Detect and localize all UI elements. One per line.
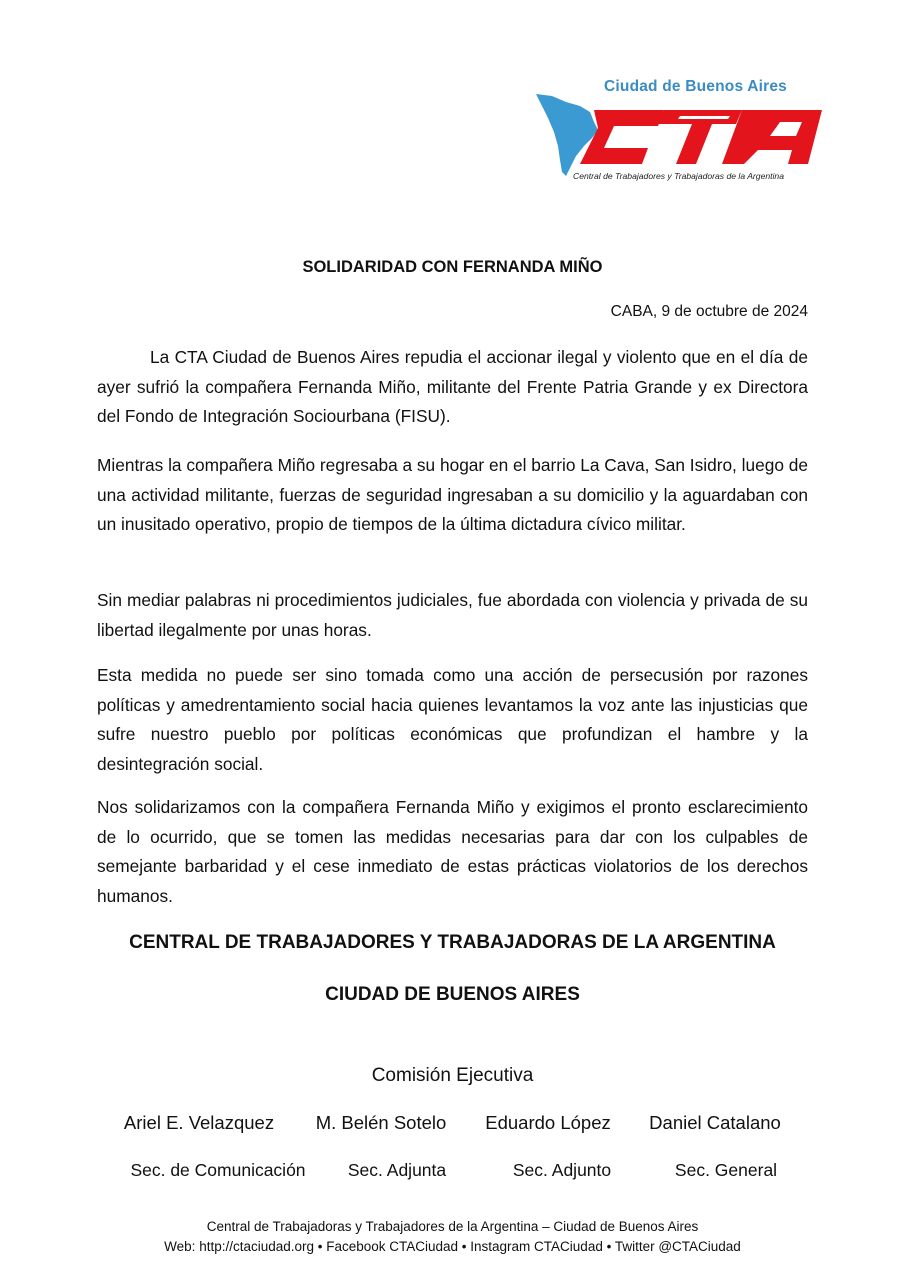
paragraph-2: Mientras la compañera Miño regresaba a su hogar en el barrio La Cava, San Isidro, luego de una actividad militante, fuerzas de seguridad ingresaban a su domicilio y la aguardaban con un inusitado operativo, propio de tiempos de la última dictadura cívico militar. [97, 455, 808, 535]
cta-t-highlight [678, 116, 730, 119]
paragraph-1: La CTA Ciudad de Buenos Aires repudia el accionar ilegal y violento que en el día de ayer sufrió la compañera Fernanda Miño, militante del Frente Patria Grande y ex Directora del Fondo de Integración Sociourbana (FISU). [97, 347, 808, 427]
footer-links: Web: http://ctaciudad.org • Facebook CTACiudad • Instagram CTACiudad • Twitter @CTACiudad [164, 1239, 741, 1254]
paragraph-4: Esta medida no puede ser sino tomada como una acción de persecusión por razones políticas y amedrentamiento social hacia quienes levantamos la voz ante las injusticias que sufre nuestro pueblo por políticas económicas que profundizan el hambre y la desintegración social. [97, 665, 808, 775]
logo-city-text: Ciudad de Buenos Aires [604, 78, 787, 95]
document-date: CABA, 9 de octubre de 2024 [610, 303, 808, 320]
footer-org: Central de Trabajadoras y Trabajadores de la Argentina – Ciudad de Buenos Aires [206, 1219, 699, 1234]
signatory-role: Sec. General [674, 1160, 778, 1180]
signatory-name: M. Belén Sotelo [315, 1112, 447, 1133]
cta-logo [532, 76, 827, 186]
signatory-name: Eduardo López [485, 1112, 611, 1133]
signatory-role: Sec. de Comunicación [130, 1160, 306, 1180]
org-city: CIUDAD DE BUENOS AIRES [325, 984, 580, 1005]
signatory-role: Sec. Adjunto [512, 1160, 612, 1180]
signatory-role: Sec. Adjunta [347, 1160, 447, 1180]
signatory-name: Daniel Catalano [649, 1112, 781, 1133]
org-name: CENTRAL DE TRABAJADORES Y TRABAJADORAS DE LA ARGENTINA [129, 932, 776, 953]
document-title: SOLIDARIDAD CON FERNANDA MIÑO [302, 258, 603, 276]
paragraph-3: Sin mediar palabras ni procedimientos judiciales, fue abordada con violencia y privada de su libertad ilegalmente por unas horas. [97, 590, 808, 640]
logo-subtitle: Central de Trabajadores y Trabajadoras de la Argentina [573, 171, 784, 181]
signatory-name: Ariel E. Velazquez [123, 1112, 275, 1133]
paragraph-5: Nos solidarizamos con la compañera Fernanda Miño y exigimos el pronto esclarecimiento de lo ocurrido, que se tomen las medidas necesarias para dar con los culpables de semejante barbaridad y el cese inmediato de estas prácticas violatorios de los derechos humanos. [97, 797, 808, 907]
committee-heading: Comisión Ejecutiva [371, 1065, 534, 1086]
